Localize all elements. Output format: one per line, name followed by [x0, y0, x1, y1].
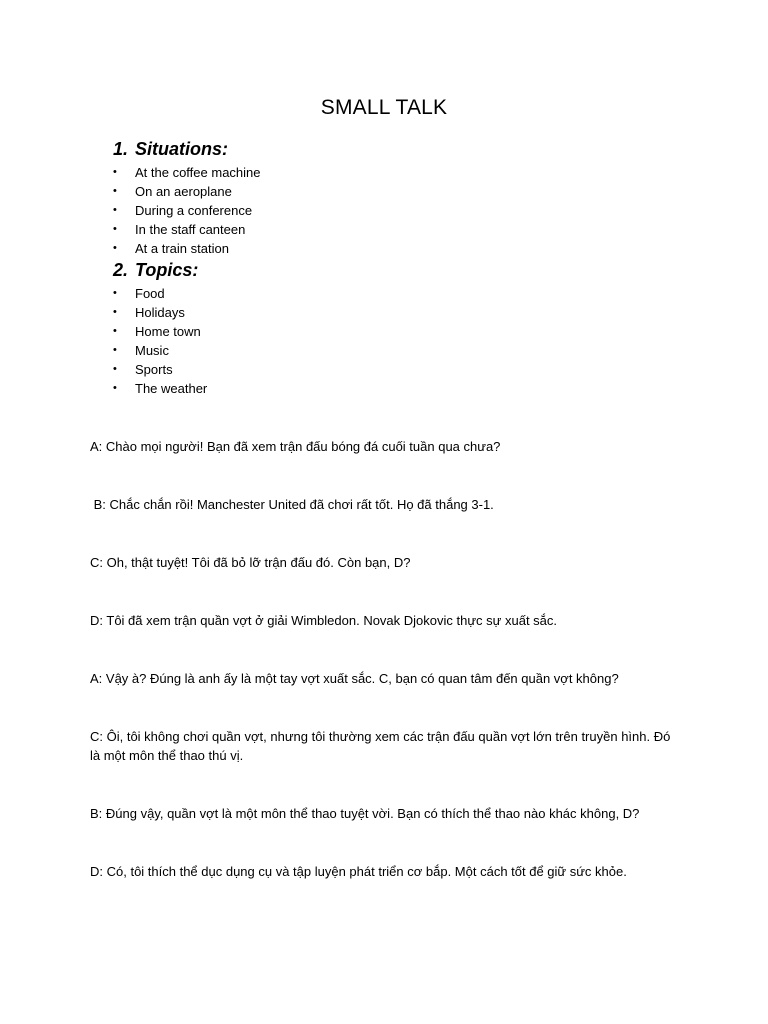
list-item: • During a conference	[113, 203, 253, 218]
bullet-icon: •	[113, 325, 117, 337]
list-item: • At the coffee machine	[113, 165, 261, 180]
topics-list	[113, 284, 207, 398]
bullet-icon: •	[113, 204, 117, 216]
list-item: • In the staff canteen	[113, 222, 246, 237]
section-heading-topics	[113, 260, 198, 281]
bullet-icon: •	[113, 363, 117, 375]
bullet-icon: •	[113, 223, 117, 235]
section-heading-situations	[113, 139, 228, 160]
bullet-icon: •	[113, 287, 117, 299]
list-item: • Holidays	[113, 305, 185, 320]
bullet-icon: •	[113, 344, 117, 356]
list-item: • On an aeroplane	[113, 184, 232, 199]
bullet-icon: •	[113, 382, 117, 394]
section-title: Topics:	[135, 260, 199, 280]
section-number: 2.	[113, 260, 129, 280]
bullet-icon: •	[113, 166, 117, 178]
dialogue-line-c2: C: Ôi, tôi không chơi quần vợt, nhưng tôi thường xem các trận đấu quần vợt lớn trên truyền hình. Đó là một môn thể thao thú vị.	[90, 729, 671, 763]
bullet-icon: •	[113, 306, 117, 318]
dialogue-line-b2: B: Đúng vậy, quần vợt là một môn thể thao tuyệt vời. Bạn có thích thể thao nào khác không, D?	[90, 806, 640, 821]
dialogue-line-a1: A: Chào mọi người! Bạn đã xem trận đấu bóng đá cuối tuần qua chưa?	[90, 439, 501, 454]
list-item: • Food	[113, 286, 165, 301]
section-number: 1.	[113, 139, 129, 159]
dialogue-line-b1: B: Chắc chắn rồi! Manchester United đã chơi rất tốt. Họ đã thắng 3-1.	[90, 497, 494, 512]
page-title: SMALL TALK	[320, 96, 448, 119]
list-item: • At a train station	[113, 241, 229, 256]
dialogue-line-d2: D: Có, tôi thích thể dục dụng cụ và tập luyện phát triển cơ bắp. Một cách tốt để giữ sức khỏe.	[90, 864, 627, 879]
situations-list	[113, 163, 261, 258]
list-item: • Music	[113, 343, 169, 358]
bullet-icon: •	[113, 242, 117, 254]
list-item: • Home town	[113, 324, 201, 339]
dialogue-line-d1: D: Tôi đã xem trận quần vợt ở giải Wimbledon. Novak Djokovic thực sự xuất sắc.	[90, 613, 558, 628]
dialogue-line-c1: C: Oh, thật tuyệt! Tôi đã bỏ lỡ trận đấu đó. Còn bạn, D?	[90, 555, 411, 570]
dialogue-line-a2: A: Vậy à? Đúng là anh ấy là một tay vợt xuất sắc. C, bạn có quan tâm đến quần vợt không?	[90, 671, 619, 686]
list-item: • The weather	[113, 381, 208, 396]
bullet-icon: •	[113, 185, 117, 197]
list-item: • Sports	[113, 362, 173, 377]
section-title: Situations:	[135, 139, 228, 159]
